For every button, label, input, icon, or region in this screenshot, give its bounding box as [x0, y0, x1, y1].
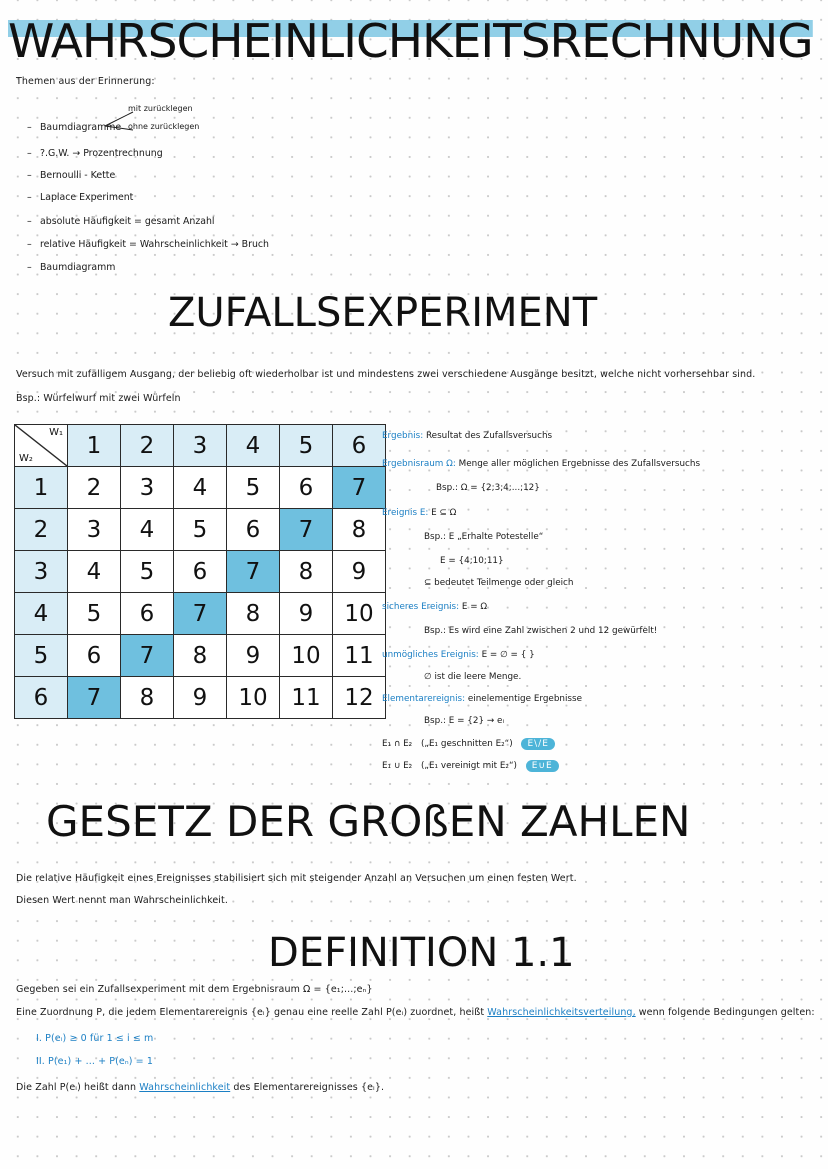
definition-condition-2: II. P(e₁) + ... + P(eₙ) = 1 — [36, 1056, 154, 1067]
table-cell: 10 — [333, 593, 386, 635]
glossary-entry — [382, 508, 456, 518]
definition-link-verteilung: Wahrscheinlichkeitsverteilung, — [487, 1007, 636, 1018]
list-item: – relative Häufigkeit = Wahrscheinlichkeit → Bruch — [40, 239, 269, 250]
table-row — [15, 509, 386, 551]
glossary-entry — [382, 602, 487, 612]
row-header: 6 — [15, 677, 68, 719]
table-cell: 3 — [121, 467, 174, 509]
col-header: 5 — [280, 425, 333, 467]
set-op-badge: E∪E — [526, 760, 559, 772]
section-heading-gesetz — [46, 797, 690, 846]
list-item: – ?.G.W. → Prozentrechnung — [40, 148, 163, 159]
row-header: 3 — [15, 551, 68, 593]
glossary-def: E ⊆ Ω — [431, 508, 457, 518]
glossary-note: ∅ ist die leere Menge. — [424, 672, 522, 682]
table-cell: 9 — [227, 635, 280, 677]
table-cell-highlight: 7 — [333, 467, 386, 509]
table-cell: 9 — [280, 593, 333, 635]
glossary-term: Ergebnis: — [382, 431, 424, 441]
glossary-example: Bsp.: E = {2} → eᵢ — [424, 716, 505, 726]
list-item: – Baumdiagramme — [40, 122, 121, 133]
table-cell-highlight: 7 — [227, 551, 280, 593]
table-cell: 6 — [174, 551, 227, 593]
set-op-expression: E₁ ∩ E₂ — [382, 739, 413, 749]
set-op-note: („E₁ vereinigt mit E₂“) — [421, 761, 517, 771]
row-header: 2 — [15, 509, 68, 551]
table-cell-highlight: 7 — [68, 677, 121, 719]
table-cell: 8 — [174, 635, 227, 677]
definition-line-2-a: Eine Zuordnung P, die jedem Elementarereignis {eᵢ} genau eine reelle Zahl P(eᵢ) zuordnet, heißt — [16, 1007, 488, 1018]
glossary-example: Bsp.: Ω = {2;3;4;...;12} — [436, 483, 540, 493]
table-cell: 4 — [121, 509, 174, 551]
table-cell: 8 — [280, 551, 333, 593]
glossary-def: E = Ω — [461, 602, 488, 612]
set-op-note: („E₁ geschnitten E₂“) — [421, 739, 513, 749]
table-cell: 9 — [174, 677, 227, 719]
gesetz-line-2: Diesen Wert nennt man Wahrscheinlichkeit. — [16, 895, 228, 906]
page-title: WAHRSCHEINLICHKEITSRECHNUNG — [8, 14, 813, 68]
table-cell: 6 — [227, 509, 280, 551]
glossary-term: unmögliches Ereignis: — [382, 650, 479, 660]
glossary-note: ⊆ bedeutet Teilmenge oder gleich — [424, 578, 574, 588]
col-header: 4 — [227, 425, 280, 467]
definition-line-3 — [16, 1082, 384, 1093]
table-row — [15, 635, 386, 677]
zufall-example: Bsp.: Würfelwurf mit zwei Würfeln — [16, 393, 181, 404]
table-cell: 12 — [333, 677, 386, 719]
table-cell-highlight: 7 — [280, 509, 333, 551]
table-cell: 9 — [333, 551, 386, 593]
table-header-row — [15, 425, 386, 467]
set-operation-intersection — [382, 738, 555, 750]
definition-line-3-b: des Elementarereignisses {eᵢ}. — [230, 1082, 385, 1093]
table-row — [15, 551, 386, 593]
col-header: 6 — [333, 425, 386, 467]
list-item: – absolute Häufigkeit = gesamt Anzahl — [40, 216, 215, 227]
tree-note-without: ohne zurücklegen — [128, 122, 200, 131]
glossary-entry — [382, 459, 700, 469]
table-cell: 11 — [280, 677, 333, 719]
glossary-term: Ergebnisraum Ω: — [382, 459, 456, 469]
section-heading-zufallsexperiment — [168, 290, 597, 336]
table-cell-highlight: 7 — [174, 593, 227, 635]
table-cell: 6 — [121, 593, 174, 635]
intro-label: Themen aus der Erinnerung: — [16, 76, 155, 87]
glossary-term: Ereignis E: — [382, 508, 429, 518]
table-cell: 11 — [333, 635, 386, 677]
row-header: 4 — [15, 593, 68, 635]
definition-link-wahrscheinlichkeit: Wahrscheinlichkeit — [139, 1082, 231, 1093]
table-cell: 5 — [227, 467, 280, 509]
section-heading-definition — [268, 930, 575, 976]
table-cell: 8 — [227, 593, 280, 635]
tree-note-with: mit zurücklegen — [128, 104, 193, 113]
glossary-example: E = {4;10;11} — [440, 556, 504, 566]
table-cell: 4 — [174, 467, 227, 509]
heading-text: GESETZ DER GROßEN ZAHLEN — [46, 797, 691, 846]
set-op-expression: E₁ ∪ E₂ — [382, 761, 413, 771]
row-header: 1 — [15, 467, 68, 509]
glossary-def: E = ∅ = { } — [481, 650, 535, 660]
gesetz-line-1: Die relative Häufigkeit eines Ereignisses stabilisiert sich mit steigender Anzahl an Versuchen um einen festen Wert. — [16, 873, 577, 884]
table-cell: 10 — [280, 635, 333, 677]
col-header: 2 — [121, 425, 174, 467]
col-header: 3 — [174, 425, 227, 467]
heading-text: DEFINITION 1.1 — [268, 930, 575, 976]
glossary-example: Bsp.: Es wird eine Zahl zwischen 2 und 12 gewürfelt! — [424, 626, 658, 636]
table-cell: 8 — [333, 509, 386, 551]
definition-line-2 — [16, 1007, 815, 1018]
table-cell-highlight: 7 — [121, 635, 174, 677]
glossary-def: Resultat des Zufallsversuchs — [425, 431, 553, 441]
table-cell: 6 — [68, 635, 121, 677]
set-operation-union — [382, 760, 559, 772]
glossary-example: Bsp.: E „Erhalte Potestelle“ — [424, 532, 544, 542]
col-header: 1 — [68, 425, 121, 467]
row-header: 5 — [15, 635, 68, 677]
glossary-entry — [382, 431, 552, 441]
table-cell: 3 — [68, 509, 121, 551]
glossary-term: Elementarereignis: — [382, 694, 466, 704]
list-item: – Baumdiagramm — [40, 262, 115, 273]
list-item: – Bernoulli - Kette — [40, 170, 115, 181]
dice-sum-table — [14, 424, 386, 719]
table-row — [15, 677, 386, 719]
list-item: – Laplace Experiment — [40, 192, 133, 203]
table-cell: 6 — [280, 467, 333, 509]
table-cell: 10 — [227, 677, 280, 719]
corner-label-w2: W₂ — [19, 453, 33, 464]
definition-line-2-b: wenn folgende Bedingungen gelten: — [635, 1007, 815, 1018]
table-cell: 5 — [68, 593, 121, 635]
table-cell: 5 — [121, 551, 174, 593]
set-op-badge: E\/E — [521, 738, 554, 750]
definition-condition-1: I. P(eᵢ) ≥ 0 für 1 ≤ i ≤ m — [36, 1033, 154, 1044]
heading-text: ZUFALLSEXPERIMENT — [168, 290, 598, 336]
corner-label-w1: W₁ — [49, 427, 63, 438]
table-cell: 8 — [121, 677, 174, 719]
table-cell: 4 — [68, 551, 121, 593]
glossary-entry — [382, 650, 535, 660]
table-cell: 2 — [68, 467, 121, 509]
table-row — [15, 467, 386, 509]
table-row — [15, 593, 386, 635]
zufall-definition: Versuch mit zufälligem Ausgang, der beliebig oft wiederholbar ist und mindestens zwei verschiedene Ausgänge besitzt, welche nicht vorhersehbar sind. — [16, 369, 756, 380]
table-corner-cell — [15, 425, 68, 467]
definition-line-1: Gegeben sei ein Zufallsexperiment mit dem Ergebnisraum Ω = {e₁;...;eₙ} — [16, 984, 373, 995]
glossary-def: Menge aller möglichen Ergebnisse des Zufallsversuchs — [458, 459, 701, 469]
definition-line-3-a: Die Zahl P(eᵢ) heißt dann — [16, 1082, 140, 1093]
glossary-def: einelementige Ergebnisse — [467, 694, 583, 704]
glossary-entry — [382, 694, 582, 704]
table-cell: 5 — [174, 509, 227, 551]
glossary-term: sicheres Ereignis: — [382, 602, 460, 612]
